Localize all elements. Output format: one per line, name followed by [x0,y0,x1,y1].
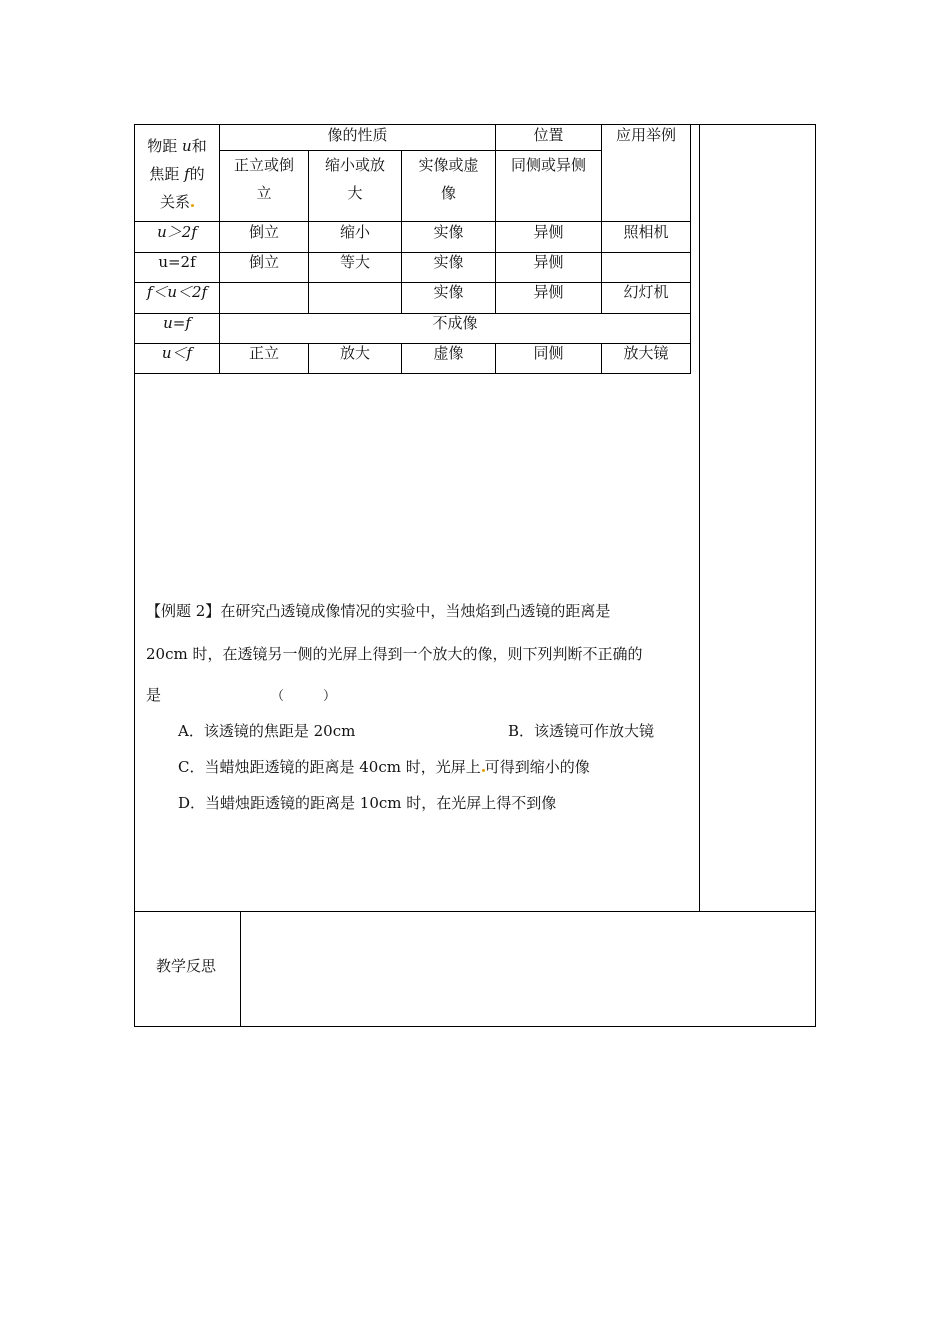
row2-size: 等大 [339,253,370,271]
option-b: B．该透镜可作放大镜 [508,722,655,740]
row5-size: 放大 [339,344,370,362]
row5-side: 同侧 [533,344,564,362]
row3-type: 实像 [433,283,464,301]
reflection-label: 教学反思 [156,957,217,975]
subheader-type: 实像或虚 像 [418,156,479,202]
header-application: 应用举例 [615,126,676,144]
table-right-border [690,124,691,374]
example-line-3: 是 （ ） [146,686,337,704]
example-line-1: 【例题 2】在研究凸透镜成像情况的实验中，当烛焰到凸透镜的距离是 [146,602,611,620]
header-position: 位置 [533,126,564,144]
subheader-size: 缩小或放 大 [324,156,385,202]
row5-orientation: 正立 [248,344,279,362]
row5-relation: u＜f [161,344,193,362]
table-bottom-border [134,373,691,374]
subheader-side: 同侧或异侧 [510,156,586,174]
row2-type: 实像 [433,253,464,271]
row2-orientation: 倒立 [248,253,279,271]
row2-side: 异侧 [533,253,564,271]
option-a: A．该透镜的焦距是 20cm [178,722,356,740]
row5-example: 放大镜 [623,344,669,362]
reflection-label-divider [240,911,241,1027]
outer-border-right [815,124,816,1027]
outer-border-bottom [134,1026,816,1027]
row1-type: 实像 [433,223,464,241]
row3-example: 幻灯机 [623,283,669,301]
row3-relation: f＜u＜2f [146,283,208,301]
row2-relation: u=2f [158,253,196,271]
right-column-divider [699,124,700,912]
row4-relation: u=f [163,314,191,332]
row5-type: 虚像 [433,344,464,362]
row1-relation: u＞2f [157,223,197,241]
option-c: C．当蜡烛距透镜的距离是 40cm 时，光屏上 可得到缩小的像 [178,758,590,776]
example-title: 【例题 2】 [146,602,221,620]
row4-merged: 不成像 [432,314,478,332]
row1-side: 异侧 [533,223,564,241]
header-image-property: 像的性质 [327,126,388,144]
option-d: D．当蜡烛距透镜的距离是 10cm 时，在光屏上得不到像 [178,794,557,812]
row1-orientation: 倒立 [248,223,279,241]
row1-example: 照相机 [623,223,669,241]
row3-side: 异侧 [533,283,564,301]
subheader-orientation: 正立或倒 立 [233,156,294,202]
example-line-2: 20cm 时，在透镜另一侧的光屏上得到一个放大的像，则下列判断不正确的 [146,645,643,663]
reflection-divider-top [134,911,816,912]
answer-bracket: （ ） [271,689,337,704]
row1-size: 缩小 [339,223,370,241]
header-relation: 物距 u和 焦距 f的 关系 [147,137,207,211]
